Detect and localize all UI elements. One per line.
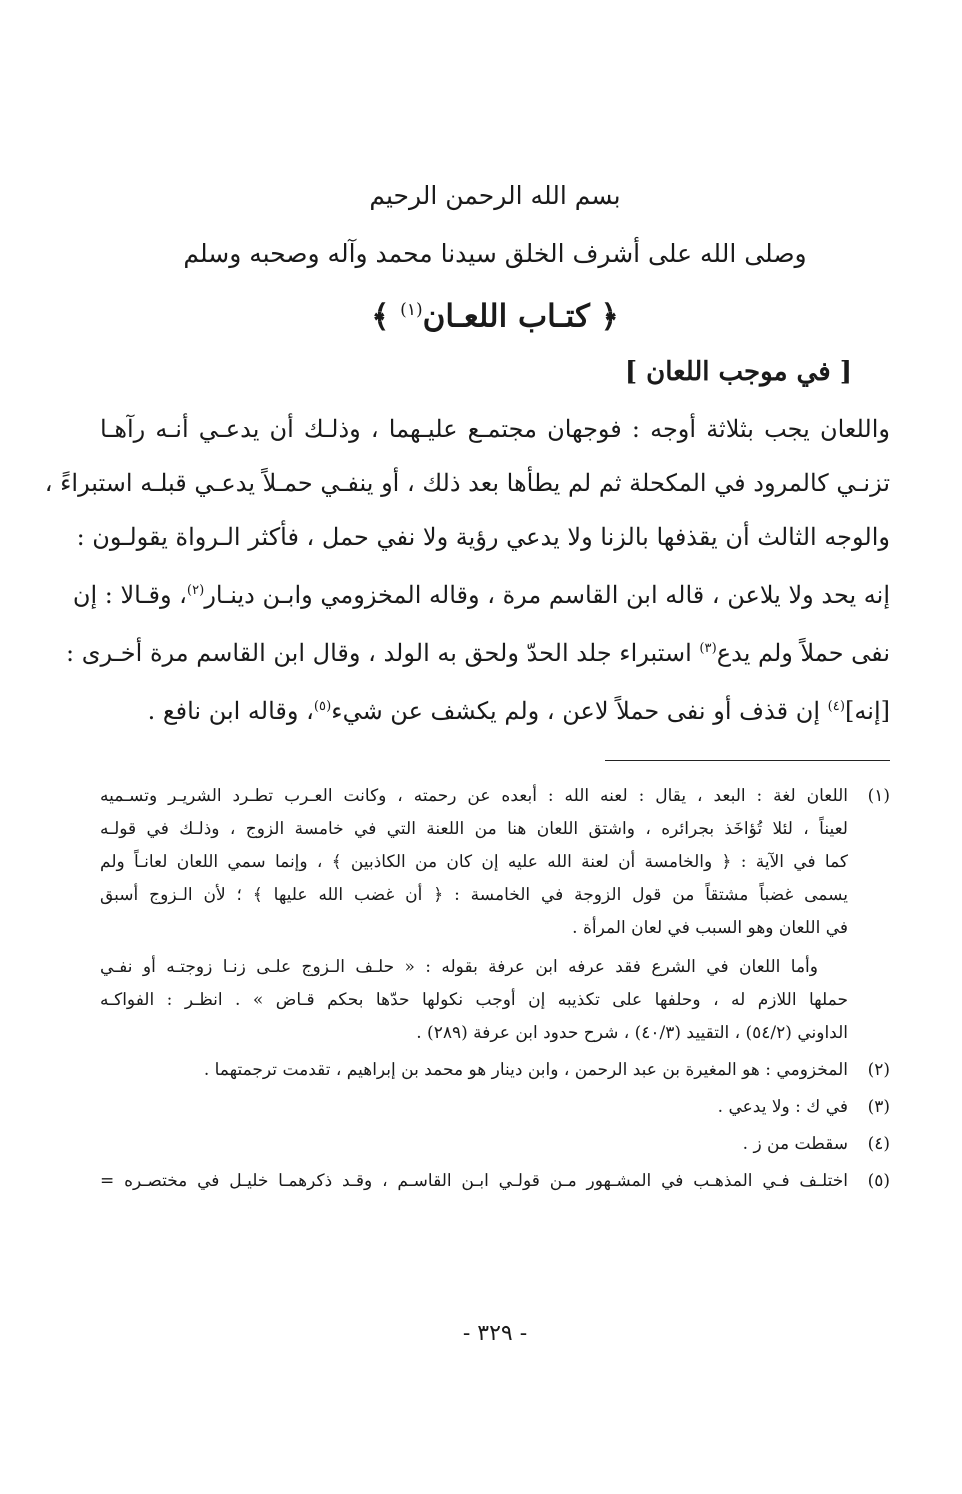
footnote-line: يسمى غضباً مشتقاً من قول الزوجة في الخامسة : ﴿ أن غضب الله عليها ﴾ ؛ لأن الـزوج أسبق	[100, 885, 848, 905]
book-title	[100, 288, 890, 338]
main-line-segment: ، وقاله ابن نافع .	[147, 697, 314, 725]
footnote-1	[100, 780, 890, 1050]
footnote-ref-2: (٢)	[186, 583, 205, 598]
footnote-line: الداوني (٥٤/٢) ، التقييد (٤٠/٣) ، شرح حدود ابن عرفة (٢٨٩) .	[416, 1023, 848, 1043]
main-text	[44, 402, 890, 738]
footnote-line: المخزومي : هو المغيرة بن عبد الرحمن ، وابن دينار هو محمد بن إبراهيم ، تقدمت ترجمتهما .	[203, 1060, 848, 1080]
main-line	[66, 622, 890, 680]
footnote-number: (٣)	[867, 1097, 890, 1117]
main-line	[72, 564, 890, 622]
main-line-segment: [إنه]	[845, 697, 890, 725]
footnote-ref-5: (٥)	[313, 699, 332, 714]
footnote-number: (٤)	[867, 1134, 890, 1154]
footnote-ref-4: (٤)	[827, 699, 846, 714]
footnote-ref-3: (٣)	[699, 641, 717, 656]
main-line: تزنـي كالمرود في المكحلة ثم لم يطأها بعد ذلك ، أو ينفـي حمـلاً يدعـي قبلـه استبراءً ،	[44, 469, 890, 497]
footnote-2	[100, 1054, 890, 1087]
main-line: والوجه الثالث أن يقذفها بالزنا ولا يدعي رؤية ولا نفي حمل ، فأكثر الـرواة يقولـون :	[76, 523, 890, 551]
main-line-segment: استبراء جلد الحدّ ولحق به الولد ، وقال ابن القاسم مرة أخـرى :	[66, 639, 700, 667]
main-line-segment: إن قذف أو نفى حملاً لاعن ، ولم يكشف عن شيء	[331, 697, 828, 725]
book-page	[44, 0, 890, 1494]
footnote-number: (٥)	[867, 1171, 890, 1191]
main-line	[100, 680, 890, 738]
footnote-number: (١)	[867, 786, 890, 806]
book-title-close: ﴾	[371, 298, 401, 335]
footnote-paragraph	[100, 951, 848, 1050]
footnote-5	[100, 1165, 890, 1198]
footnote-line: كما في الآية : ﴿ والخامسة أن لعنة الله عليه إن كان من الكاذبين ﴾ ، وإنما سمي اللعان لعانـاً ولم	[100, 852, 848, 872]
footnote-line: اختلـف فـي المذهـب في المشـهور مـن قولـي ابـن القاسـم ، وقـد ذكرهمـا خليـل في مختصـره =	[100, 1171, 848, 1191]
footnote-ref-1: (١)	[400, 300, 423, 320]
main-line-segment: إنه يحد ولا يلاعن ، قاله ابن القاسم مرة ، وقاله المخزومي وابـن دينـار	[204, 581, 890, 609]
salutation-line: وصلى الله على أشرف الخلق سيدنا محمد وآله وصحبه وسلم	[183, 239, 807, 268]
footnote-line: سقطت من ز .	[742, 1134, 848, 1154]
footnote-line: في ك : ولا يدعي .	[717, 1097, 848, 1117]
footnote-4	[100, 1128, 890, 1161]
footnote-separator	[605, 760, 890, 761]
main-line-segment: ، وقـالا : إن	[72, 581, 187, 609]
footnote-line: اللعان لغة : البعد ، يقال : لعنه الله : أبعده عن رحمته ، وكانت العـرب تطـرد الشريـر وتسـميه	[100, 786, 848, 806]
footnote-number: (٢)	[867, 1060, 890, 1080]
page-number: - ٣٢٩ -	[462, 1321, 528, 1346]
footnote-3	[100, 1091, 890, 1124]
footnote-line: في اللعان وهو السبب في لعان المرأة .	[572, 918, 848, 938]
main-line-segment: نفى حملاً ولم يدع	[716, 639, 890, 667]
footnotes	[100, 780, 890, 1198]
footnote-line: حملها اللازم له ، وحلفها على تكذيبه إن أوجب نكولها حدّها بحكم قـاض » . انظـر : الفواكـه	[100, 990, 848, 1010]
footnote-line: وأما اللعان في الشرع فقد عرفه ابن عرفة بقوله : « حلـف الـزوج علـى زنـا زوجتـه أو نفـي	[100, 957, 818, 977]
book-title-text: ﴿ كتـاب اللعـان	[422, 298, 619, 335]
basmala: بسم الله الرحمن الرحيم	[369, 181, 621, 210]
main-line: واللعان يجب بثلاثة أوجه : فوجهان مجتمـع عليـهما ، وذلـك أن يدعـي أنـه رآهـا	[100, 415, 890, 443]
footnote-line: لعيناً ، لئلا تُؤاخَذ بجرائره ، واشتق اللعان هنا من اللعنة التي في خامسة الزوج ، وذلـك في قولـه	[100, 819, 848, 839]
section-heading: [ في موجب اللعان ]	[624, 357, 852, 387]
